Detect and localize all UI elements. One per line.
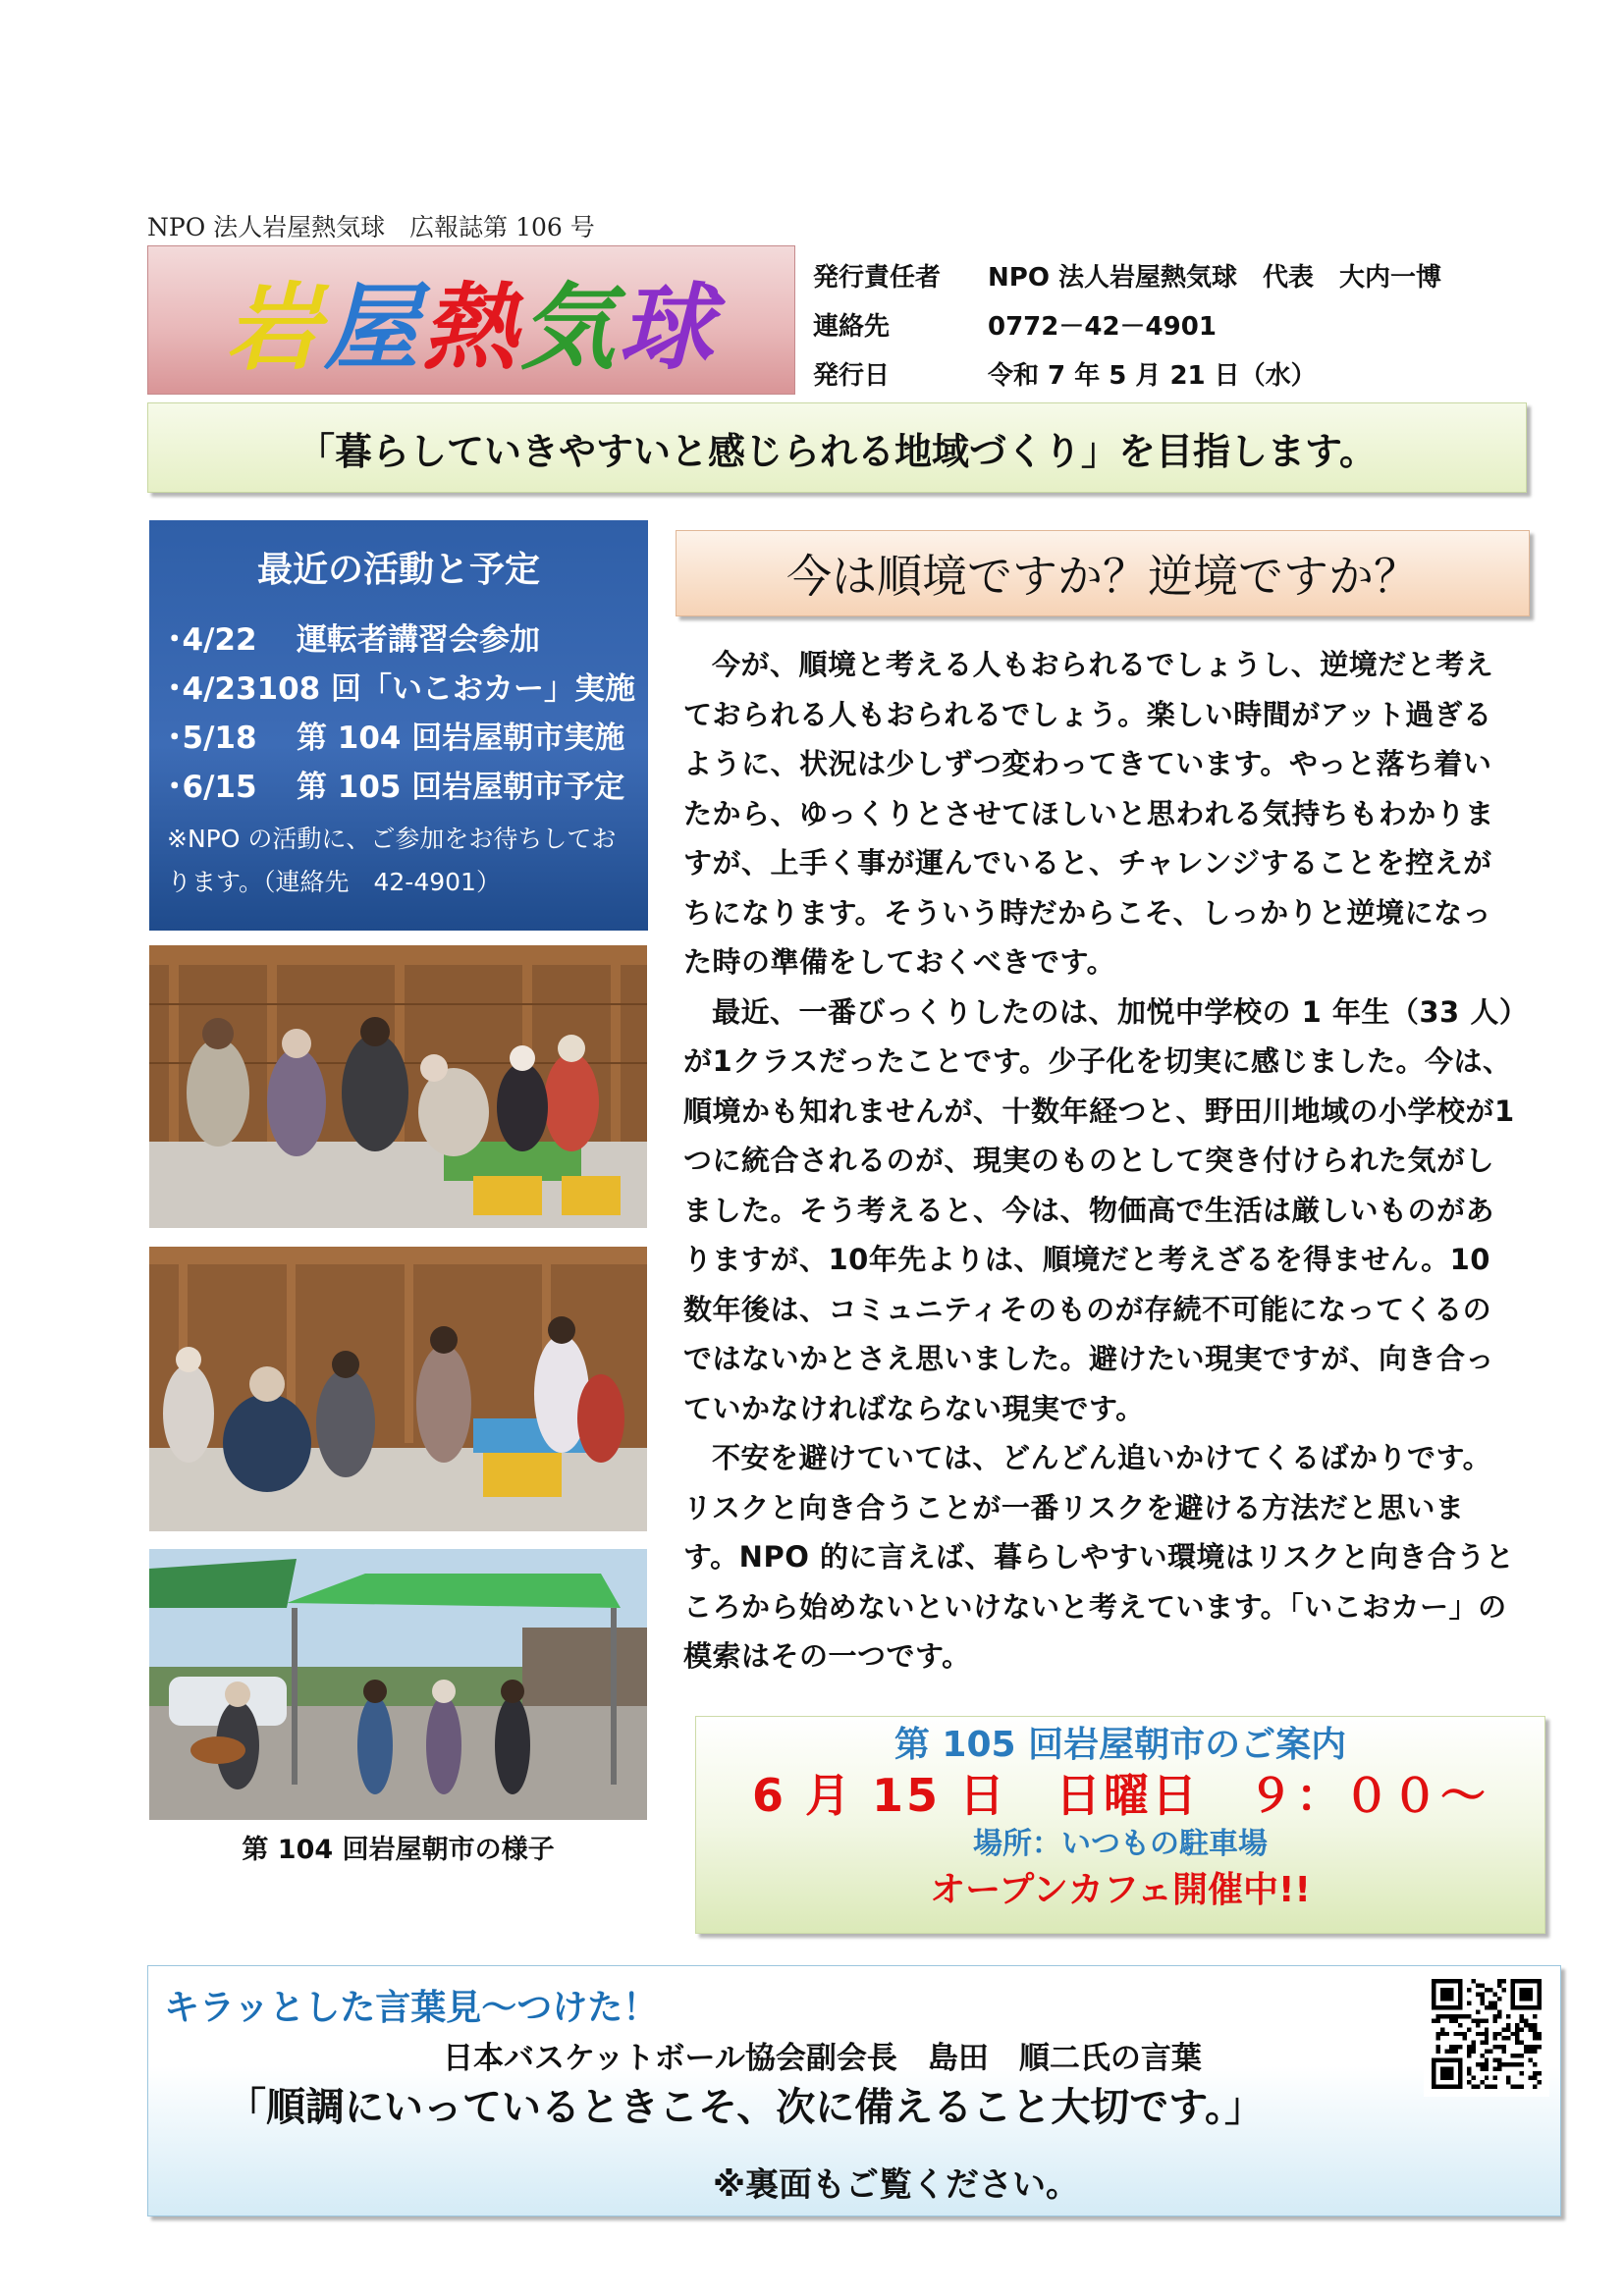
article-paragraph: 今が、順境と考える人もおられるでしょうし、逆境だと考えておられる人もおられるでしょう。楽しい時間がアット過ぎるように、状況は少しずつ変わってきています。やっと落ち着いたから、ゆっくりとさせてほしいと思われる気持ちもわかりますが、上手く事が運んでいると、チャレンジすることを控えがちになります。そういう時だからこそ、しっかりと逆境になった時の準備をしておくべきです。 [683,648,1494,979]
market-cafe: オープンカフェ開催中!! [930,1870,1311,1910]
article-paragraph: 不安を避けていては、どんどん追いかけてくるばかりです。リスクと向き合うことが一番リスクを避ける方法だと思います。NPO 的に言えば、暮らしやすい環境はリスクと向き合うところから始めないといけないと考えています。「いこおカー」の模索はその一つです。 [683,1441,1515,1673]
market-date: 6 月 15 日 日曜日 ９：００～ [751,1769,1489,1822]
masthead-title [226,253,717,388]
article-headline: 今は順境ですか？逆境ですか？ [676,530,1530,616]
activity-text: 第 105 回岩屋朝市予定 [297,770,625,805]
activities-title: 最近の活動と予定 [256,550,540,590]
activity-text: 108 回「いこおカー」実施 [256,671,636,707]
activity-date: ･5/18 [167,721,257,756]
quote-attribution: 日本バスケットボール協会副会長 島田 順二氏の言葉 [443,2041,1202,2076]
activity-item [167,763,630,812]
activity-date: ･4/22 [167,622,257,658]
qr-code-icon[interactable] [1424,1971,1549,2097]
masthead-char: 屋 [324,272,422,383]
pubinfo-value: 令和 7 年 5 月 21 日（水） [988,361,1317,391]
activity-item [167,665,636,714]
activities-panel [149,520,648,931]
music-photo [149,1549,647,1820]
masthead-char: 熱 [422,272,520,383]
pubinfo-value: 0772－42－4901 [988,312,1217,342]
quote-title: キラッとした言葉見～つけた！ [164,1988,659,2028]
article-body [683,640,1520,1682]
activity-date: ･6/15 [167,770,257,805]
back-page-note: ※裏面もご覧ください。 [713,2165,1080,2205]
masthead-char: 気 [520,272,619,383]
pubinfo-label: 発行責任者 [813,263,942,293]
publication-info [813,253,1441,400]
masthead-char: 岩 [226,272,324,383]
pubinfo-label: 発行日 [813,361,891,391]
market-photo-1 [149,945,647,1228]
photo-caption: 第 104 回岩屋朝市の様子 [242,1835,555,1865]
activity-item [167,714,630,763]
activity-text: 運転者講習会参加 [297,622,540,658]
market-title: 第 105 回岩屋朝市のご案内 [893,1725,1347,1765]
quote-text: 「順調にいっているときこそ、次に備えること大切です。」 [227,2085,1264,2130]
pubinfo-row [813,302,1441,351]
article-paragraph: 最近、一番びっくりしたのは、加悦中学校の 1 年生（33 人）が1クラスだったことです。少子化を切実に感じました。今は、順境かも知れませんが、十数年経つと、野田川地域の小学校が1つに統合されるのが、現実のものとして突き付けられた気がしました。そう考えると、今は、物価高で生活は厳しいものがありますが、10年先よりは、順境だと考えざるを得ません。10 数年後は、コミュニティそのものが存続不可能になってくるのではないかとさえ思いました。避けたい現実ですが、向き合っていかなければならない現実です。 [683,994,1515,1425]
activity-date: ･4/23 [167,671,257,707]
market-announcement [695,1716,1545,1934]
motto-banner: 「暮らしていきやすいと感じられる地域づくり」を目指します。 [147,402,1527,493]
masthead [147,245,795,395]
quote-box [147,1965,1561,2216]
market-place: 場所：いつもの駐車場 [973,1827,1268,1861]
pubinfo-row [813,351,1441,400]
activities-note: ※NPO の活動に、ご参加をお待ちしております。（連絡先 42-4901） [167,825,617,896]
masthead-char: 球 [619,272,717,383]
pubinfo-value: NPO 法人岩屋熱気球 代表 大内一博 [988,263,1441,293]
activity-item [167,615,630,665]
issue-line: NPO 法人岩屋熱気球 広報誌第 106 号 [147,213,595,241]
activity-text: 第 104 回岩屋朝市実施 [297,721,625,756]
pubinfo-label: 連絡先 [813,312,891,342]
pubinfo-row [813,253,1441,302]
market-photo-2 [149,1247,647,1531]
